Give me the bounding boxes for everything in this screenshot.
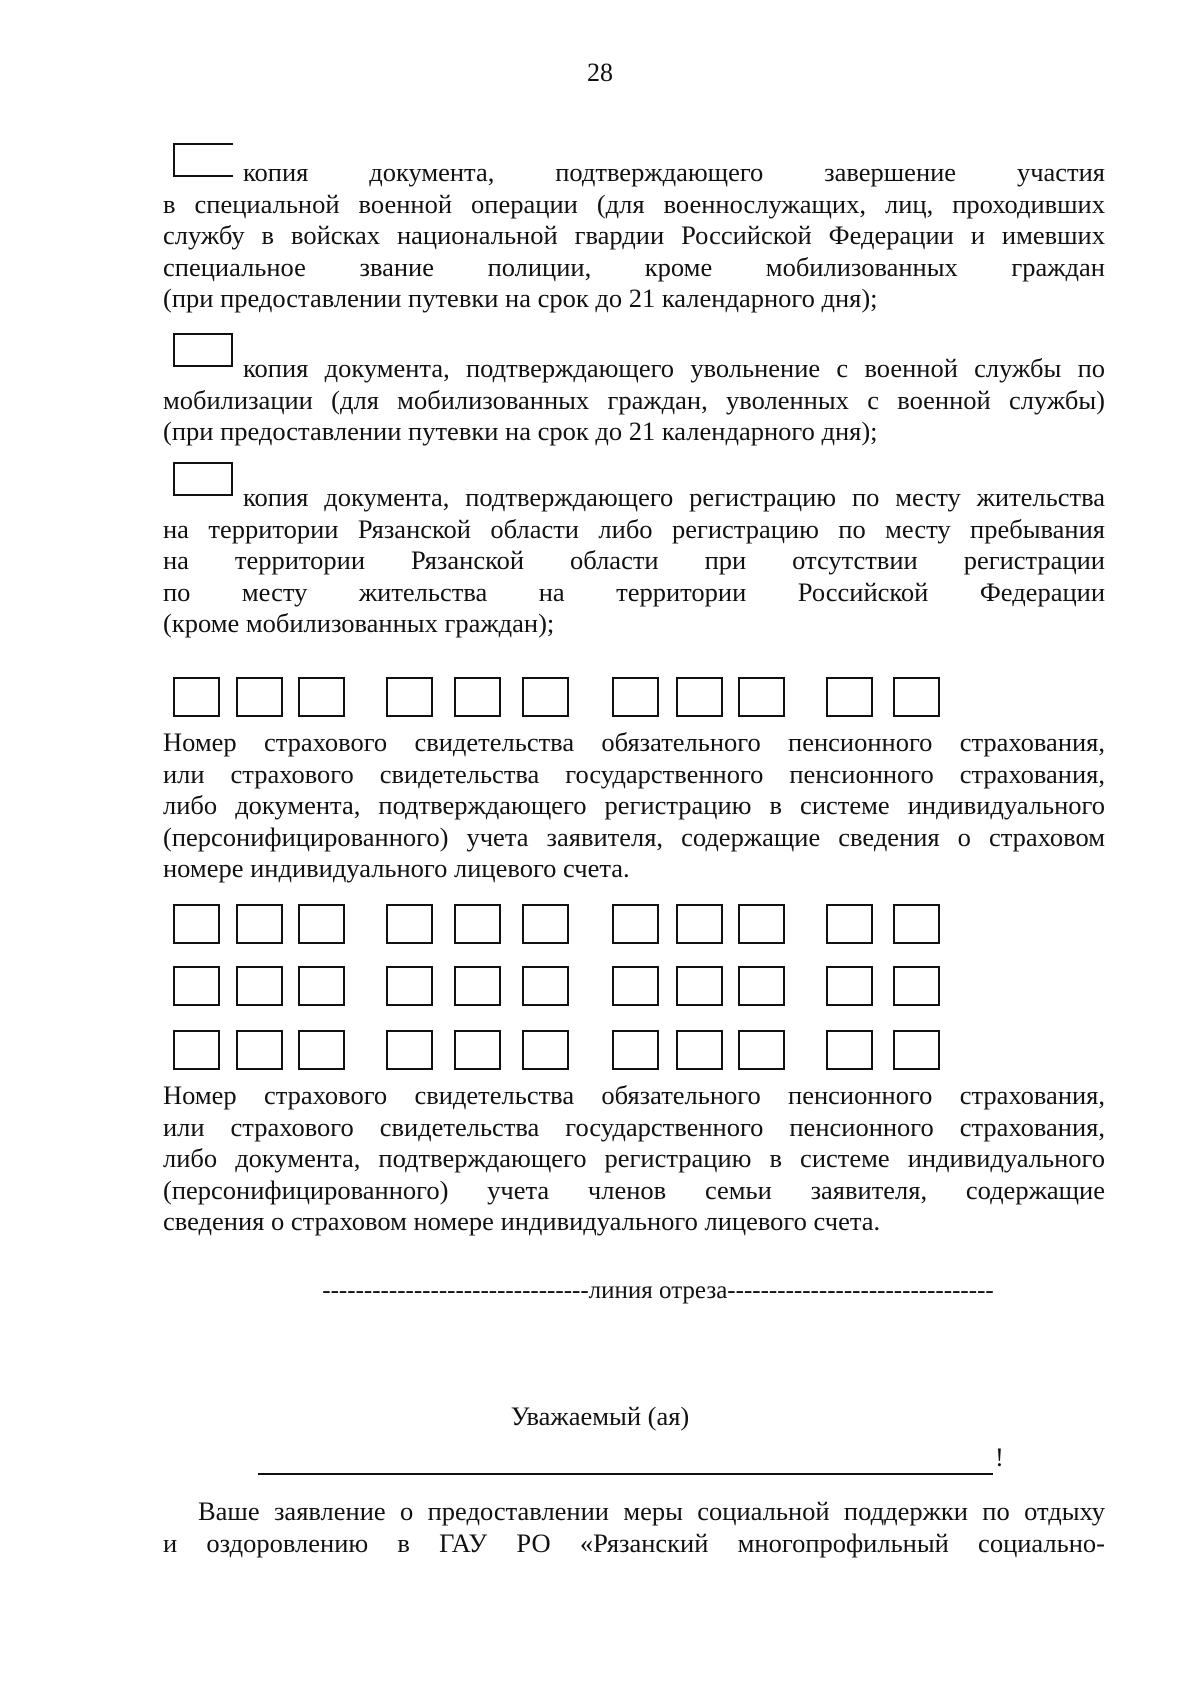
text-line: Номер страхового свидетельства обязательного пенсионного страхования, — [163, 727, 1105, 757]
snils-digit-box[interactable] — [826, 966, 873, 1006]
text-svo-completion — [163, 157, 1105, 315]
text-registration — [163, 482, 1105, 640]
snils-digit-box[interactable] — [612, 1030, 659, 1070]
snils-digit-box[interactable] — [386, 677, 433, 717]
text-line: номере индивидуального лицевого счета. — [163, 853, 630, 883]
snils-digit-box[interactable] — [893, 904, 940, 944]
snils-digit-box[interactable] — [454, 966, 501, 1006]
text-line: на территории Рязанской области при отсутствии регистрации — [163, 545, 1105, 575]
recipient-name-line[interactable] — [258, 1473, 993, 1475]
snils-digit-box[interactable] — [298, 677, 345, 717]
text-line: либо документа, подтверждающего регистрацию в системе индивидуального — [163, 790, 1105, 820]
text-line: копия документа, подтверждающего увольнение с военной службы по — [243, 353, 1105, 383]
snils-digit-box[interactable] — [386, 1030, 433, 1070]
snils-digit-box[interactable] — [522, 1030, 569, 1070]
snils-digit-box[interactable] — [676, 904, 723, 944]
snils-digit-box[interactable] — [738, 677, 785, 717]
snils-digit-box[interactable] — [738, 904, 785, 944]
snils-digit-box[interactable] — [386, 966, 433, 1006]
text-line: в специальной военной операции (для военнослужащих, лиц, проходивших — [163, 188, 1105, 219]
applicant-snils-caption — [163, 727, 1105, 885]
snils-digit-box[interactable] — [893, 966, 940, 1006]
text-line: сведения о страховом номере индивидуального лицевого счета. — [163, 1206, 881, 1236]
snils-digit-box[interactable] — [826, 1030, 873, 1070]
text-line: Номер страхового свидетельства обязательного пенсионного страхования, — [163, 1080, 1105, 1110]
snils-digit-box[interactable] — [173, 966, 220, 1006]
snils-digit-box[interactable] — [298, 1030, 345, 1070]
text-line: и оздоровлению в ГАУ РО «Рязанский многопрофильный социально- — [163, 1527, 1105, 1558]
snils-digit-box[interactable] — [826, 677, 873, 717]
text-line: (при предоставлении путевки на срок до 21 календарного дня); — [163, 416, 878, 446]
snils-digit-box[interactable] — [612, 677, 659, 717]
snils-digit-box[interactable] — [236, 1030, 283, 1070]
text-line: специальное звание полиции, кроме мобилизованных граждан — [163, 251, 1105, 282]
family-snils-caption — [163, 1080, 1105, 1238]
cut-line: --------------------------------линия отреза-------------------------------- — [322, 1277, 994, 1304]
snils-digit-box[interactable] — [298, 904, 345, 944]
snils-digit-box[interactable] — [522, 904, 569, 944]
snils-digit-box[interactable] — [676, 966, 723, 1006]
text-line: по месту жительства на территории Российской Федерации — [163, 576, 1105, 607]
exclamation-mark: ! — [995, 1442, 1004, 1472]
applicant-snils-boxes — [0, 677, 1200, 719]
snils-digit-box[interactable] — [173, 904, 220, 944]
snils-digit-box[interactable] — [676, 677, 723, 717]
text-line: (кроме мобилизованных граждан); — [163, 608, 555, 638]
snils-digit-box[interactable] — [522, 677, 569, 717]
snils-digit-box[interactable] — [738, 1030, 785, 1070]
snils-digit-box[interactable] — [612, 966, 659, 1006]
text-line: копия документа, подтверждающего завершение участия — [243, 157, 1105, 187]
snils-digit-box[interactable] — [893, 677, 940, 717]
snils-digit-box[interactable] — [738, 966, 785, 1006]
snils-digit-box[interactable] — [298, 966, 345, 1006]
snils-digit-box[interactable] — [676, 1030, 723, 1070]
snils-digit-box[interactable] — [236, 904, 283, 944]
text-line: службу в войсках национальной гвардии Российской Федерации и имевших — [163, 220, 1105, 250]
snils-digit-box[interactable] — [454, 904, 501, 944]
closing-paragraph — [163, 1496, 1105, 1559]
text-line: или страхового свидетельства государственного пенсионного страхования, — [163, 758, 1105, 789]
snils-digit-box[interactable] — [386, 904, 433, 944]
snils-digit-box[interactable] — [612, 904, 659, 944]
text-line: Ваше заявление о предоставлении меры социальной поддержки по отдыху — [198, 1496, 1105, 1526]
snils-digit-box[interactable] — [826, 904, 873, 944]
salutation: Уважаемый (ая) — [510, 1401, 690, 1431]
text-line: или страхового свидетельства государственного пенсионного страхования, — [163, 1111, 1105, 1142]
family-snils-boxes-row-1 — [0, 904, 1200, 946]
snils-digit-box[interactable] — [173, 1030, 220, 1070]
family-snils-boxes-row-2 — [0, 966, 1200, 1008]
text-mobilization-discharge — [163, 353, 1105, 448]
family-snils-boxes-row-3 — [0, 1030, 1200, 1072]
snils-digit-box[interactable] — [454, 1030, 501, 1070]
snils-digit-box[interactable] — [454, 677, 501, 717]
text-line: (при предоставлении путевки на срок до 21 календарного дня); — [163, 283, 878, 313]
snils-digit-box[interactable] — [236, 677, 283, 717]
snils-digit-box[interactable] — [236, 966, 283, 1006]
text-line: на территории Рязанской области либо регистрацию по месту пребывания — [163, 513, 1105, 544]
text-line: либо документа, подтверждающего регистрацию в системе индивидуального — [163, 1143, 1105, 1173]
page-number: 28 — [587, 58, 613, 87]
text-line: (персонифицированного) учета членов семьи заявителя, содержащие — [163, 1174, 1105, 1205]
text-line: копия документа, подтверждающего регистрацию по месту жительства — [243, 482, 1105, 512]
text-line: мобилизации (для мобилизованных граждан, уволенных с военной службы) — [163, 384, 1105, 415]
text-line: (персонифицированного) учета заявителя, содержащие сведения о страховом — [163, 821, 1105, 852]
snils-digit-box[interactable] — [893, 1030, 940, 1070]
snils-digit-box[interactable] — [173, 677, 220, 717]
snils-digit-box[interactable] — [522, 966, 569, 1006]
